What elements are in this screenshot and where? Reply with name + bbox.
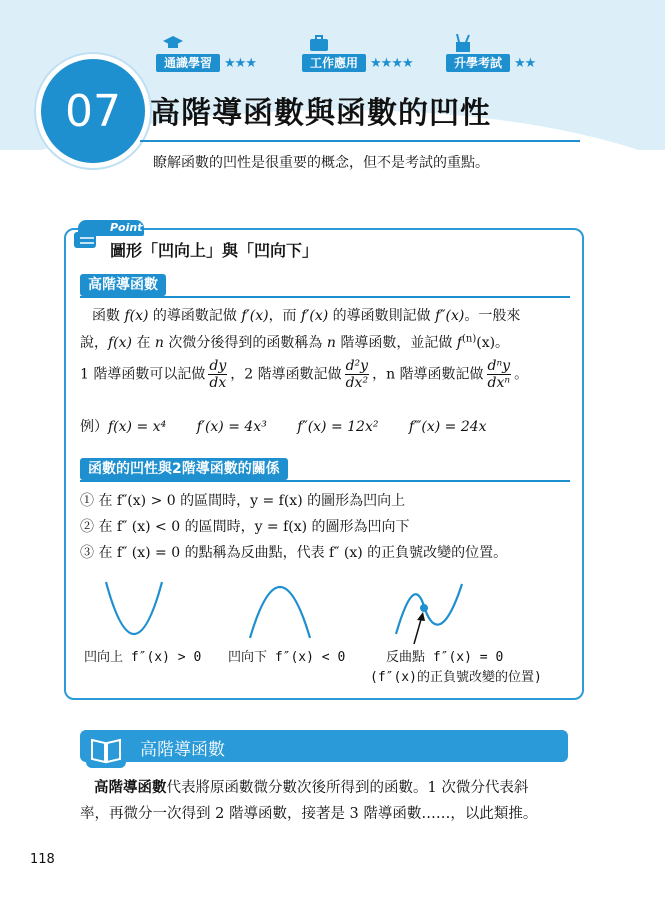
example-line: 例）f(x) = x⁴ f′(x) = 4x³ f″(x) = 12x² f‴(x) = 24x	[80, 419, 487, 435]
briefcase-icon	[308, 34, 330, 52]
section-label-concavity: 函數的凹性與2階導函數的關係	[80, 458, 288, 480]
badge-label: 升學考試	[446, 54, 510, 72]
badge-label: 工作應用	[302, 54, 366, 72]
concave-down-label: 凹向下 f″(x) < 0	[228, 650, 346, 665]
page-title: 高階導函數與函數的凹性	[150, 96, 491, 131]
badge-stars: ★★	[514, 55, 536, 71]
concavity-rule-3: ③ 在 f″ (x) = 0 的點稱為反曲點，代表 f″ (x) 的正負號改變的位置。	[80, 545, 508, 561]
concavity-rule-1: ① 在 f″(x) > 0 的區間時，y = f(x) 的圖形為凹向上	[80, 493, 406, 509]
pointing-hand-icon	[72, 222, 102, 250]
concave-up-label: 凹向上 f″(x) > 0	[84, 650, 202, 665]
concavity-figures	[100, 576, 580, 646]
def-line-1: 函數 f(x) 的導函數記做 f′(x)，而 f′(x) 的導函數則記做 f″(x)。一般來	[92, 308, 521, 324]
term: 高階導函數	[94, 779, 167, 796]
title-underline	[140, 140, 580, 142]
chapter-number: 07	[36, 54, 150, 168]
concave-down-curve	[250, 587, 310, 638]
concavity-rule-2: ② 在 f″ (x) < 0 的區間時，y = f(x) 的圖形為凹向下	[80, 519, 410, 535]
inflection-note: (f″(x)的正負號改變的位置)	[370, 670, 542, 685]
inflection-point	[420, 604, 428, 612]
page-subtitle: 瞭解函數的凹性是很重要的概念，但不是考試的重點。	[153, 155, 489, 171]
section-underline	[80, 480, 570, 482]
banner-title: 高階導函數	[140, 740, 225, 760]
def-line-2: 說，f(x) 在 n 次微分後得到的函數稱為 n 階導函數，並記做 $f^{(n)}(x)$。	[80, 333, 510, 351]
page-number: 118	[30, 852, 55, 867]
inflection-label: 反曲點 f″(x) = 0	[386, 650, 504, 665]
open-book-icon	[86, 730, 126, 770]
explanation-paragraph-line2: 率，再微分一次得到 2 階導函數，接著是 3 階導函數……，以此類推。	[80, 806, 538, 822]
badge-label: 通識學習	[156, 54, 220, 72]
badge-stars: ★★★	[224, 55, 256, 71]
badge-stars: ★★★★	[370, 55, 413, 71]
point-heading: 圖形「凹向上」與「凹向下」	[110, 241, 319, 260]
def-line-3: 1 階導函數可以記做 $\frac{dy}{dx}$ ，2 階導函數記做 $\frac{\text{d²y}}{\text{dx²}}$ ，n 階導函數記做 $\frac{\text{dⁿy}}{\text{dxⁿ}}$ 。	[80, 358, 529, 391]
section-underline	[80, 296, 570, 298]
badge-exam	[446, 52, 535, 74]
concave-up-curve	[106, 582, 162, 634]
section-label-higher-derivative: 高階導函數	[80, 274, 166, 296]
badge-general	[156, 52, 256, 74]
point-tab: Point	[78, 220, 144, 236]
inflection-curve	[396, 584, 462, 634]
pencil-cup-icon	[452, 34, 474, 52]
badge-work	[302, 52, 413, 74]
explanation-paragraph: 高階導函數代表將原函數微分數次後所得到的函數。1 次微分代表斜	[94, 779, 529, 796]
difficulty-badges	[156, 52, 596, 74]
graduation-cap-icon	[162, 34, 184, 52]
